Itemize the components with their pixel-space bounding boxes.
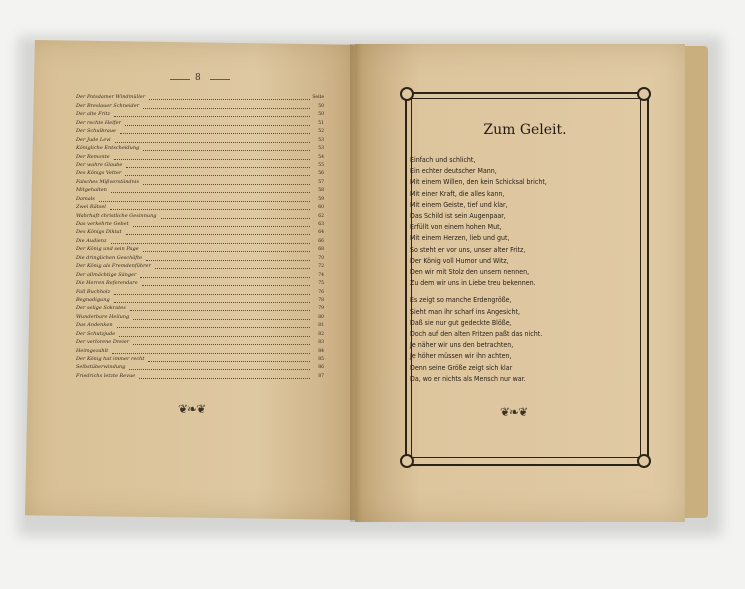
page-number-dash-left (170, 79, 190, 80)
poem-line: Einfach und schlicht, (410, 156, 476, 164)
poem-line: Es zeigt so manche Erdengröße, (410, 296, 512, 305)
toc-leader-dots (129, 366, 310, 370)
toc-leader-dots (130, 307, 310, 311)
toc-entry-title: Des Königs Diktat (76, 229, 122, 236)
toc-row (76, 219, 324, 227)
toc-leader-dots (125, 172, 310, 176)
toc-entry-page: 57 (318, 179, 324, 185)
toc-entry-title: Begnadigung (76, 296, 110, 303)
toc-leader-dots (119, 333, 310, 337)
toc-row (76, 202, 324, 210)
poem-line: Daß sie nur gut gedeckte Blöße, (410, 318, 512, 327)
toc-entry-title: Die dringlichen Geschäfte (76, 254, 143, 261)
toc-entry-title: Damals (76, 195, 95, 202)
toc-leader-dots (142, 282, 310, 286)
toc-leader-dots (143, 181, 310, 185)
poem-text (410, 155, 630, 385)
page-number-dash-right (210, 79, 230, 80)
poem-line: So steht er vor uns, unser alter Fritz, (410, 245, 526, 254)
poem-line: Das Schild ist sein Augenpaar, (410, 212, 506, 221)
toc-row (76, 126, 324, 134)
toc-entry-title: Falsches Mißverständnis (76, 178, 140, 185)
toc-entry-title: Der Schulbraue (76, 128, 116, 135)
toc-leader-dots (146, 257, 310, 261)
toc-entry-title: Das verkehrte Gebet (76, 221, 129, 227)
toc-entry-title: Des Königs Vetter (76, 170, 122, 177)
toc-entry-title: Der wahre Glaube (76, 161, 123, 168)
toc-entry-title: Der Jude Levi (76, 136, 111, 143)
flourish-ornament-icon: ❦❧❦ (178, 402, 206, 416)
toc-entry-page: 84 (318, 348, 324, 354)
toc-entry-page: 59 (318, 196, 324, 202)
toc-entry-page: 51 (318, 120, 324, 126)
toc-row (76, 269, 324, 277)
poem-line: Mit einem Geiste, tief und klar, (410, 200, 508, 209)
poem-line: Doch auf den alten Fritzen paßt das nicht. (410, 330, 543, 339)
toc-entry-page: 53 (318, 137, 324, 143)
toc-entry-page: 60 (318, 205, 324, 211)
poem-line: Mit einem Willen, den kein Schicksal bricht, (410, 178, 547, 187)
frame-corner-icon (637, 454, 651, 468)
toc-leader-dots (111, 240, 310, 244)
toc-leader-dots (112, 350, 310, 354)
poem-line: Ein echter deutscher Mann, (410, 167, 497, 176)
toc-entry-page: 53 (318, 146, 324, 152)
toc-row (76, 160, 324, 168)
toc-row (76, 252, 324, 260)
poem-line: Denn seine Größe zeigt sich klar (410, 363, 513, 372)
toc-leader-dots (140, 274, 310, 278)
toc-entry-page: 75 (318, 281, 324, 287)
toc-leader-dots (111, 189, 310, 193)
toc-entry-page: Seite (312, 95, 324, 101)
toc-row (76, 362, 324, 370)
poem-title: Zum Geleit. (483, 122, 567, 138)
toc-leader-dots (110, 206, 310, 210)
toc-row (76, 100, 324, 108)
toc-entry-page: 55 (318, 162, 324, 168)
toc-entry-title: Der König und sein Page (76, 246, 139, 253)
toc-row (76, 286, 324, 294)
toc-entry-page: 63 (318, 222, 324, 227)
toc-leader-dots (120, 130, 310, 134)
toc-entry-title: Wunderbare Heilung (76, 313, 130, 320)
toc-entry-page: 72 (318, 264, 324, 270)
book-gutter (350, 44, 362, 522)
poem-line: Je näher wir uns den betrachten, (410, 341, 514, 350)
toc-entry-title: Der König als Fremdenführer (76, 263, 151, 270)
toc-entry-page: 54 (318, 154, 324, 160)
toc-entry-title: Der Schutzjude (76, 330, 116, 337)
toc-leader-dots (161, 215, 311, 219)
flourish-ornament-icon: ❦❧❦ (500, 405, 528, 419)
toc-entry-title: Friedrichs letzte Revue (76, 372, 136, 379)
frame-corner-icon (400, 454, 414, 468)
toc-entry-title: Der alte Fritz (76, 111, 111, 118)
poem-line: Je höher müssen wir ihn achten, (410, 352, 512, 361)
toc-row (76, 193, 324, 201)
toc-entry-page: 70 (318, 255, 324, 261)
toc-row (76, 345, 324, 353)
toc-leader-dots (125, 122, 310, 126)
toc-entry-page: 68 (318, 247, 324, 253)
toc-leader-dots (149, 96, 310, 100)
toc-leader-dots (133, 316, 310, 320)
toc-row (76, 244, 324, 252)
toc-row (76, 92, 324, 100)
poem-line: Da, wo er nichts als Mensch nur war. (410, 374, 526, 383)
toc-row (76, 320, 324, 328)
toc-leader-dots (99, 198, 310, 202)
toc-row (76, 311, 324, 319)
table-of-contents (76, 92, 324, 379)
poem-line: Der König voll Humor und Witz, (410, 256, 509, 265)
toc-leader-dots (143, 147, 310, 151)
poem-line: Den wir mit Stolz den unsern nennen, (410, 268, 530, 277)
poem-line: Mit einer Kraft, die alles kann, (410, 189, 505, 198)
toc-entry-title: Die Audienz (76, 237, 107, 244)
toc-row (76, 278, 324, 286)
toc-row (76, 303, 324, 311)
toc-entry-title: Mitgehalten (76, 187, 107, 194)
toc-leader-dots (126, 231, 310, 235)
toc-entry-page: 85 (318, 357, 324, 362)
toc-row (76, 261, 324, 269)
toc-entry-page: 50 (318, 112, 324, 118)
toc-entry-title: Die Herren Referendare (76, 280, 138, 287)
toc-row (76, 109, 324, 117)
toc-entry-page: 79 (318, 306, 324, 312)
toc-entry-page: 58 (318, 188, 324, 194)
toc-leader-dots (114, 291, 310, 295)
toc-row (76, 295, 324, 303)
toc-entry-title: Der verlorene Dreier (76, 339, 130, 346)
toc-row (76, 176, 324, 184)
toc-row (76, 185, 324, 193)
toc-row (76, 168, 324, 176)
toc-entry-page: 83 (318, 340, 324, 346)
toc-entry-title: Fall Buchholz (76, 288, 111, 295)
toc-entry-page: 82 (318, 331, 324, 337)
toc-leader-dots (143, 248, 310, 252)
toc-entry-page: 86 (318, 365, 324, 371)
toc-row (76, 328, 324, 336)
toc-leader-dots (126, 164, 310, 168)
toc-row (76, 210, 324, 218)
toc-leader-dots (133, 341, 310, 345)
toc-row (76, 370, 324, 378)
toc-leader-dots (155, 265, 310, 269)
frame-corner-icon (637, 87, 651, 101)
toc-entry-page: 50 (318, 103, 324, 109)
toc-entry-page: 56 (318, 171, 324, 177)
toc-row (76, 235, 324, 243)
toc-entry-page: 78 (318, 297, 324, 303)
toc-leader-dots (114, 113, 310, 117)
toc-entry-page: 76 (318, 289, 324, 295)
toc-leader-dots (143, 105, 310, 109)
toc-leader-dots (114, 299, 310, 303)
toc-leader-dots (117, 324, 310, 328)
poem-line: Erfüllt von einem hohen Mut, (410, 223, 502, 232)
toc-entry-title: Der selige Sokrates (76, 305, 126, 312)
toc-leader-dots (115, 139, 310, 143)
toc-entry-title: Das Andenken (76, 322, 113, 329)
toc-entry-page: 62 (318, 213, 324, 219)
toc-entry-title: Der allmächtige Sänger (76, 271, 137, 278)
toc-entry-title: Der Breslauer Schneider (76, 102, 140, 109)
toc-entry-title: Selbstüberwindung (76, 364, 126, 371)
toc-entry-title: Der Potsdamer Windmüller (76, 94, 146, 101)
toc-entry-page: 80 (318, 314, 324, 320)
toc-entry-title: Der rechte Helfer (76, 119, 121, 126)
toc-row (76, 227, 324, 235)
toc-leader-dots (114, 156, 310, 160)
poem-line: Zu dem wir uns in Liebe treu bekennen. (410, 279, 536, 288)
toc-entry-title: Heimgezahlt (76, 347, 109, 354)
poem-line: Sieht man ihr scharf ins Angesicht, (410, 307, 520, 316)
toc-entry-page: 87 (318, 373, 324, 379)
toc-row (76, 354, 324, 362)
toc-row (76, 117, 324, 125)
toc-leader-dots (148, 358, 310, 362)
poem-line: Mit einem Herzen, lieb und gut, (410, 234, 510, 243)
toc-entry-title: Der Remonte (76, 153, 110, 160)
toc-entry-page: 52 (318, 129, 324, 135)
toc-row (76, 143, 324, 151)
toc-entry-title: Zwei Rätsel (76, 204, 106, 211)
toc-row (76, 337, 324, 345)
toc-leader-dots (133, 223, 310, 227)
frame-corner-icon (400, 87, 414, 101)
toc-entry-page: 66 (318, 238, 324, 244)
toc-entry-page: 81 (318, 323, 324, 329)
toc-entry-title: Wahrhaft christliche Gesinnung (76, 212, 157, 219)
toc-row (76, 151, 324, 159)
toc-entry-page: 64 (318, 230, 324, 236)
toc-leader-dots (139, 375, 310, 379)
toc-entry-title: Der König hat immer recht (76, 356, 145, 362)
toc-entry-page: 74 (318, 272, 324, 278)
toc-entry-title: Königliche Entscheidung (76, 145, 140, 152)
toc-row (76, 134, 324, 142)
page-number: 8 (195, 73, 201, 83)
